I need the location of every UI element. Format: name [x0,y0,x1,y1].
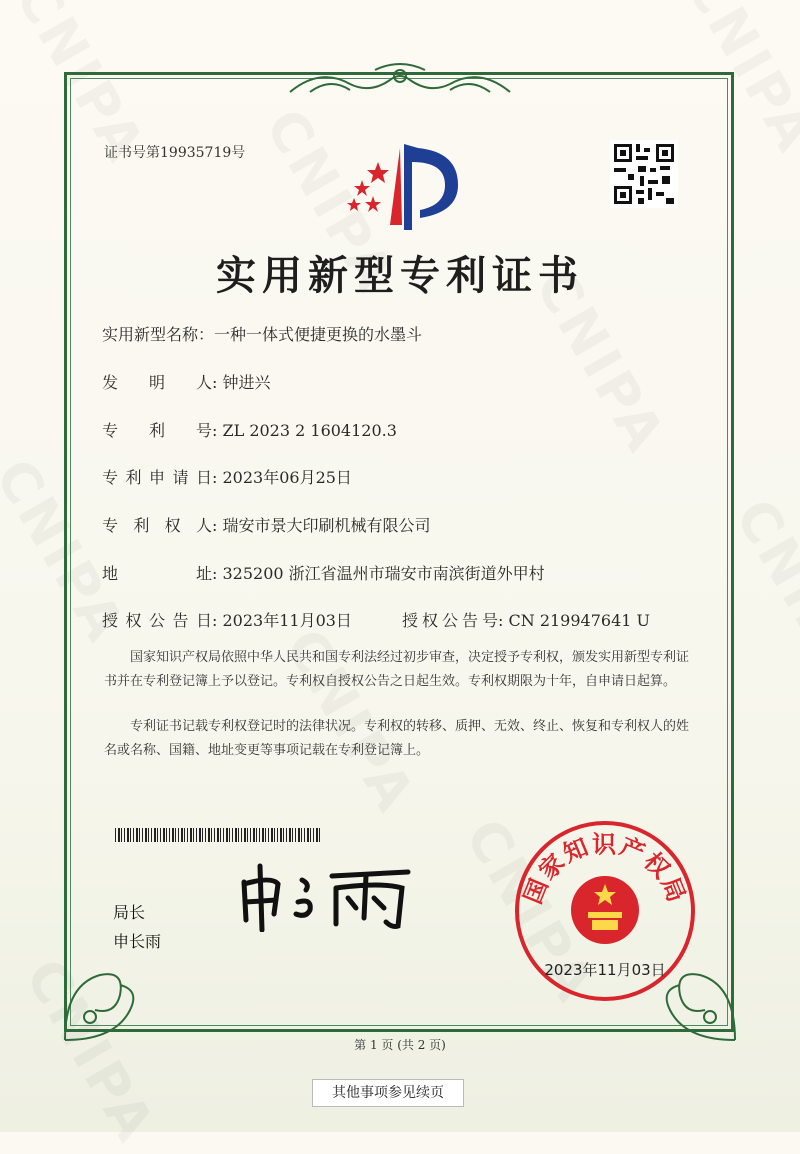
field-value: 2023年11月03日 [222,611,352,630]
seal-text: 国家知识产权局 [518,830,692,908]
certificate-number: 证书号第19935719号 [104,145,246,161]
field-label: 发明人 [102,373,212,392]
field-inventor [102,370,271,393]
field-utility-model-name [102,322,422,345]
field-separator: : [212,611,218,630]
seal-date: 2023年11月03日 [544,961,666,979]
field-separator: : [212,421,218,440]
continued-note: 其他事项参见续页 [312,1079,464,1107]
barcode [115,828,320,842]
field-announcement-number [402,608,650,631]
field-label: 授权公告号 [402,611,498,630]
field-application-date [102,465,352,488]
cnipa-logo [340,140,465,235]
field-value: CN 219947641 U [508,611,650,630]
field-value: 钟进兴 [222,373,271,392]
legal-status-statement: 专利证书记载专利权登记时的法律状况。专利权的转移、质押、无效、终止、恢复和专利权人的姓名或名称、国籍、地址变更等事项记载在专利登记簿上。 [104,719,690,758]
field-patentee [102,513,431,536]
grant-statement: 国家知识产权局依照中华人民共和国专利法经过初步审查，决定授予专利权，颁发实用新型专利证书并在专利登记簿上予以登记。专利权自授权公告之日起生效。专利权期限为十年，自申请日起算。 [104,650,690,689]
field-label: 地址 [102,564,212,583]
director-name: 申长雨 [113,932,162,951]
page-info: 第 1 页 (共 2 页) [354,1038,446,1052]
field-value: 一种一体式便捷更换的水墨斗 [214,325,423,344]
field-separator: : [498,611,504,630]
field-separator: ： [198,325,215,344]
field-address [102,561,545,584]
official-seal [512,818,698,1004]
field-grant-date [102,608,352,631]
field-value: 瑞安市景大印刷机械有限公司 [222,516,431,535]
field-value: 325200 浙江省温州市瑞安市南滨街道外甲村 [222,564,545,583]
field-separator: : [212,564,218,583]
field-patent-number [102,418,397,441]
field-label: 专利号 [102,421,212,440]
field-value: ZL 2023 2 1604120.3 [222,421,397,440]
page-title: 实用新型专利证书 [216,252,584,299]
corner-ornament-bottom-left [60,955,150,1045]
field-label: 授权公告日 [102,611,212,630]
field-label: 专利申请日 [102,468,212,487]
field-separator: : [212,516,218,535]
top-ornament [280,62,520,102]
field-label: 实用新型名称 [102,325,199,344]
director-title: 局长 [113,903,146,922]
field-separator: : [212,468,218,487]
field-separator: : [212,373,218,392]
field-value: 2023年06月25日 [222,468,352,487]
qr-code[interactable] [610,140,678,208]
director-signature [232,862,417,932]
field-label: 专利权人 [102,516,212,535]
